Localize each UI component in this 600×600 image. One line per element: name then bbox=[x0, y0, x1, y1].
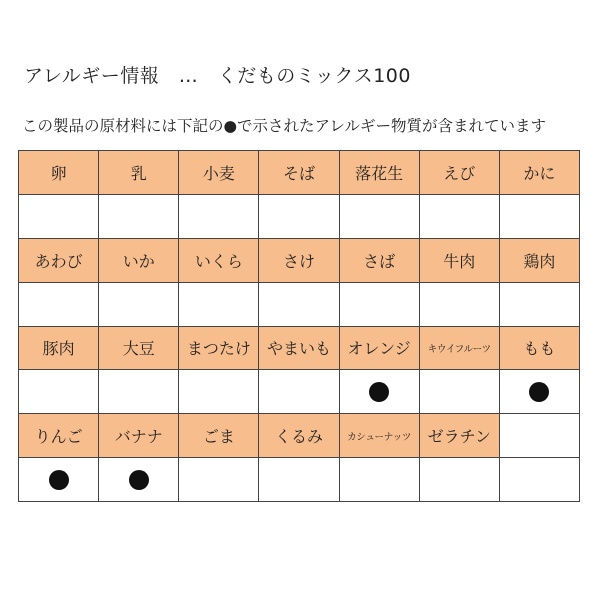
allergen-name-cell bbox=[420, 414, 500, 458]
allergen-mark-cell bbox=[99, 370, 179, 414]
allergen-name-cell bbox=[500, 239, 580, 283]
contains-mark-icon bbox=[529, 382, 549, 402]
allergen-label: やまいも bbox=[266, 339, 331, 359]
allergen-mark-cell bbox=[420, 370, 500, 414]
contains-mark-icon bbox=[49, 470, 69, 490]
allergen-mark-cell bbox=[179, 195, 259, 239]
allergen-mark-cell bbox=[420, 283, 500, 327]
allergen-name-cell bbox=[259, 151, 339, 195]
allergen-label: 豚肉 bbox=[42, 339, 75, 359]
allergen-name-cell bbox=[99, 327, 179, 371]
allergen-name-cell bbox=[179, 239, 259, 283]
allergen-mark-cell bbox=[99, 458, 179, 502]
allergen-name-cell bbox=[179, 151, 259, 195]
allergen-mark-cell bbox=[500, 370, 580, 414]
allergen-label: 大豆 bbox=[122, 339, 155, 359]
allergen-label: 牛肉 bbox=[443, 251, 476, 271]
allergen-label: まつたけ bbox=[186, 339, 251, 359]
allergen-mark-cell bbox=[340, 370, 420, 414]
allergen-label: 鶏肉 bbox=[523, 251, 556, 271]
allergen-mark-cell bbox=[179, 370, 259, 414]
allergen-mark-cell bbox=[420, 458, 500, 502]
allergen-mark-cell bbox=[500, 283, 580, 327]
allergen-mark-cell bbox=[259, 458, 339, 502]
allergen-mark-cell bbox=[259, 370, 339, 414]
allergen-mark-cell bbox=[99, 283, 179, 327]
allergen-name-cell bbox=[500, 151, 580, 195]
allergen-name-cell bbox=[340, 327, 420, 371]
contains-mark-icon bbox=[369, 382, 389, 402]
allergen-name-cell bbox=[179, 414, 259, 458]
allergen-name-cell bbox=[19, 327, 99, 371]
allergen-mark-cell bbox=[19, 283, 99, 327]
allergen-label: ゼラチン bbox=[427, 427, 491, 447]
empty-cell bbox=[500, 458, 580, 502]
allergen-label: さけ bbox=[282, 251, 315, 271]
allergen-name-cell bbox=[19, 239, 99, 283]
allergen-label: キウイフルーツ bbox=[427, 343, 491, 355]
allergen-label: そば bbox=[282, 163, 315, 183]
allergen-mark-cell bbox=[340, 283, 420, 327]
allergen-mark-cell bbox=[179, 283, 259, 327]
allergen-label: りんご bbox=[34, 427, 83, 447]
allergen-mark-cell bbox=[500, 195, 580, 239]
allergen-label: いか bbox=[122, 251, 155, 271]
allergen-name-cell bbox=[340, 151, 420, 195]
allergen-mark-cell bbox=[19, 195, 99, 239]
allergen-mark-cell bbox=[19, 370, 99, 414]
allergen-label: 小麦 bbox=[202, 163, 235, 183]
allergen-name-cell bbox=[99, 151, 179, 195]
allergen-name-cell bbox=[259, 414, 339, 458]
allergen-label: オレンジ bbox=[347, 339, 411, 359]
allergen-mark-cell bbox=[420, 195, 500, 239]
allergen-name-cell bbox=[19, 414, 99, 458]
allergen-name-cell bbox=[259, 239, 339, 283]
allergen-label: カシューナッツ bbox=[347, 431, 412, 443]
allergen-name-cell bbox=[99, 414, 179, 458]
allergen-label: さば bbox=[363, 251, 396, 271]
allergen-name-cell bbox=[500, 327, 580, 371]
allergen-name-cell bbox=[420, 239, 500, 283]
allergen-mark-cell bbox=[259, 195, 339, 239]
allergen-notice: この製品の原材料には下記の●で示されたアレルギー物質が含まれています bbox=[22, 117, 547, 135]
allergen-mark-cell bbox=[19, 458, 99, 502]
allergen-mark-cell bbox=[179, 458, 259, 502]
contains-mark-icon bbox=[129, 470, 149, 490]
allergen-name-cell bbox=[340, 414, 420, 458]
allergen-name-cell bbox=[99, 239, 179, 283]
allergen-table bbox=[18, 150, 580, 502]
allergen-label: 落花生 bbox=[355, 163, 404, 183]
page-title: アレルギー情報 … くだものミックス100 bbox=[24, 65, 411, 87]
allergen-label: もも bbox=[523, 339, 556, 359]
allergen-name-cell bbox=[420, 327, 500, 371]
allergen-name-cell bbox=[259, 327, 339, 371]
allergen-name-cell bbox=[340, 239, 420, 283]
allergen-label: 乳 bbox=[130, 163, 147, 183]
allergen-mark-cell bbox=[99, 195, 179, 239]
allergen-label: えび bbox=[443, 163, 476, 183]
allergen-label: 卵 bbox=[50, 163, 67, 183]
allergen-name-cell bbox=[420, 151, 500, 195]
allergen-label: ごま bbox=[202, 427, 235, 447]
allergen-label: バナナ bbox=[114, 427, 163, 447]
empty-cell bbox=[500, 414, 580, 458]
allergen-label: かに bbox=[523, 163, 556, 183]
allergen-label: いくら bbox=[194, 251, 243, 271]
allergen-name-cell bbox=[179, 327, 259, 371]
allergen-mark-cell bbox=[340, 195, 420, 239]
allergen-label: あわび bbox=[34, 251, 83, 271]
allergen-mark-cell bbox=[259, 283, 339, 327]
allergen-name-cell bbox=[19, 151, 99, 195]
allergen-label: くるみ bbox=[274, 427, 323, 447]
allergen-mark-cell bbox=[340, 458, 420, 502]
